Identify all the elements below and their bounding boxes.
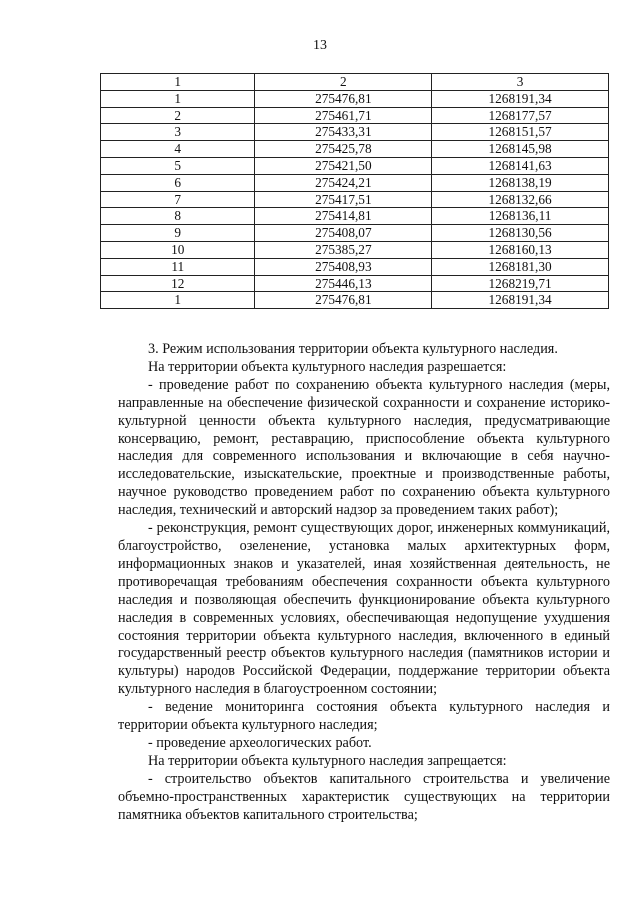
table-row: [101, 157, 609, 174]
paragraph: - реконструкция, ремонт существующих дорог, инженерных коммуникаций, благоустройство, озеленение, установка малых архитектурных форм, информационных знаков и указателей, иная хозяйственная деятельность, не противоречащая требованиям обеспечения сохранности объекта культурного наследия и позволяющая обеспечить функционирование объекта культурного наследия в современных условиях, обеспечивающая недопущение ухудшения состояния территории объекта культурного наследия, включенного в единый государственный реестр объектов культурного наследия (памятников истории и культуры) народов Российской Федерации, поддержание территории объекта культурного наследия в благоустроенном состоянии;: [118, 520, 610, 698]
paragraph: - строительство объектов капитального строительства и увеличение объемно-пространственных характеристик существующих на территории памятника объектов капитального строительства;: [118, 770, 610, 823]
table-row: [101, 258, 609, 275]
coordinates-table: [100, 73, 609, 309]
table-cell: 275476,81: [255, 292, 432, 309]
table-cell: 275417,51: [255, 191, 432, 208]
table-cell: 5: [101, 157, 255, 174]
table-cell: 1268141,63: [432, 157, 609, 174]
table-cell: 1268160,13: [432, 241, 609, 258]
table-cell: 275424,21: [255, 174, 432, 191]
paragraph: 3. Режим использования территории объекта культурного наследия.: [148, 341, 558, 357]
table-cell: 275414,81: [255, 208, 432, 225]
table-cell: 10: [101, 241, 255, 258]
table-cell: 1268138,19: [432, 174, 609, 191]
table-row: [101, 90, 609, 107]
table-cell: 8: [101, 208, 255, 225]
table-row: [101, 124, 609, 141]
header-cell: 2: [255, 74, 432, 91]
table-row: [101, 292, 609, 309]
table-cell: 275421,50: [255, 157, 432, 174]
table-row: [101, 225, 609, 242]
table-cell: 1268136,11: [432, 208, 609, 225]
table-cell: 1268151,57: [432, 124, 609, 141]
table-cell: 1268191,34: [432, 90, 609, 107]
paragraph: - ведение мониторинга состояния объекта культурного наследия и территории объекта культурного наследия;: [118, 699, 610, 734]
table-cell: 1: [101, 292, 255, 309]
table-cell: 1268191,34: [432, 292, 609, 309]
table-cell: 1268130,56: [432, 225, 609, 242]
table-cell: 11: [101, 258, 255, 275]
header-cell: 3: [432, 74, 609, 91]
table-cell: 275476,81: [255, 90, 432, 107]
table-row: [101, 141, 609, 158]
table-cell: 275433,31: [255, 124, 432, 141]
table-cell: 1268219,71: [432, 275, 609, 292]
table-cell: 1268177,57: [432, 107, 609, 124]
table-row: [101, 107, 609, 124]
page-number: 13: [313, 38, 327, 53]
table-row: [101, 275, 609, 292]
table-cell: 275385,27: [255, 241, 432, 258]
paragraph: На территории объекта культурного наследия разрешается:: [148, 358, 507, 375]
paragraph: - проведение работ по сохранению объекта культурного наследия (меры, направленные на обеспечение физической сохранности и сохранение историко-культурной ценности объекта культурного наследия, предусматривающие консервацию, ремонт, реставрацию, приспособление объекта культурного наследия для современного использования и включающие в себя научно-исследовательские, изыскательские, проектные и производственные работы, научное руководство проведением работ по сохранению объекта культурного наследия, технический и авторский надзор за проведением таких работ);: [118, 376, 610, 519]
table-row: [101, 191, 609, 208]
coordinates-table-body: [101, 74, 609, 309]
table-cell: 275461,71: [255, 107, 432, 124]
table-row: [101, 208, 609, 225]
table-cell: 3: [101, 124, 255, 141]
table-cell: 7: [101, 191, 255, 208]
table-cell: 275408,07: [255, 225, 432, 242]
table-cell: 275425,78: [255, 141, 432, 158]
table-cell: 275446,13: [255, 275, 432, 292]
table-cell: 6: [101, 174, 255, 191]
paragraph: На территории объекта культурного наследия запрещается:: [148, 752, 507, 769]
table-cell: 9: [101, 225, 255, 242]
table-cell: 12: [101, 275, 255, 292]
table-cell: 2: [101, 107, 255, 124]
header-cell: 1: [101, 74, 255, 91]
table-cell: 1268132,66: [432, 191, 609, 208]
table-cell: 4: [101, 141, 255, 158]
table-cell: 1268181,30: [432, 258, 609, 275]
paragraph: - проведение археологических работ.: [148, 734, 372, 751]
table-row: [101, 241, 609, 258]
table-cell: 1: [101, 90, 255, 107]
table-header-row: [101, 74, 609, 91]
table-cell: 275408,93: [255, 258, 432, 275]
table-row: [101, 174, 609, 191]
table-cell: 1268145,98: [432, 141, 609, 158]
body-text: [118, 341, 610, 824]
